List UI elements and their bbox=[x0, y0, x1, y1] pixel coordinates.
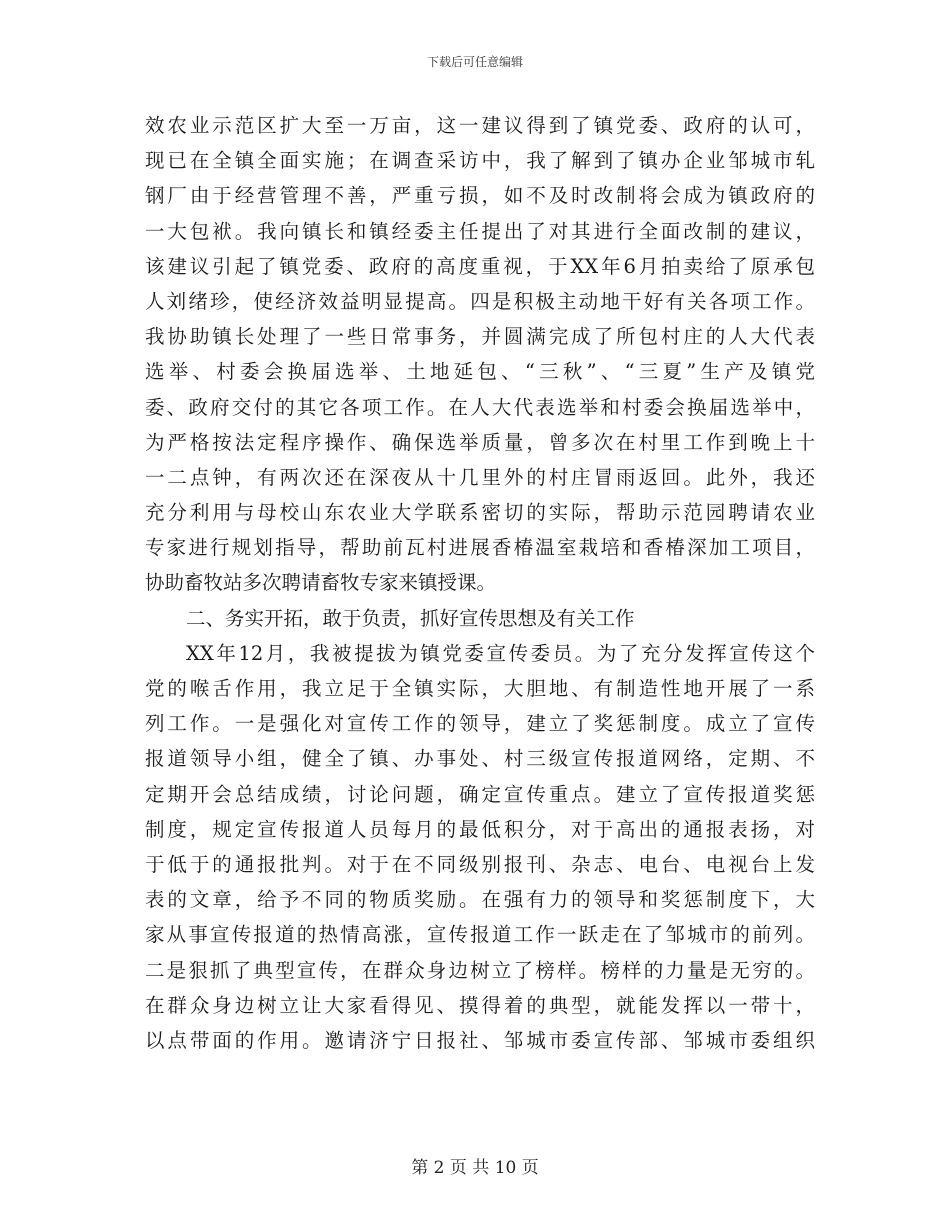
body-line: 协助畜牧站多次聘请畜牧专家来镇授课。 bbox=[145, 571, 497, 595]
document-body bbox=[145, 108, 815, 1058]
body-line: 列工作。一是强化对宣传工作的领导，建立了奖惩制度。成立了宣传 bbox=[145, 712, 815, 736]
body-line: 我协助镇长处理了一些日常事务，并圆满完成了所包村庄的人大代表 bbox=[145, 325, 815, 349]
body-line: 效农业示范区扩大至一万亩，这一建议得到了镇党委、政府的认可， bbox=[145, 114, 815, 137]
body-line: 选举、村委会换届选举、土地延包、“三秋”、“三夏”生产及镇党 bbox=[145, 360, 815, 384]
body-line: 报道领导小组，健全了镇、办事处、村三级宣传报道网络，定期、不 bbox=[145, 747, 815, 771]
body-line: 充分利用与母校山东农业大学联系密切的实际，帮助示范园聘请农业 bbox=[145, 501, 815, 525]
body-line: 在群众身边树立让大家看得见、摸得着的典型，就能发挥以一带十， bbox=[145, 993, 815, 1017]
body-line: 该建议引起了镇党委、政府的高度重视，于XX年6月拍卖给了原承包 bbox=[145, 254, 815, 278]
body-line: 一二点钟，有两次还在深夜从十几里外的村庄冒雨返回。此外，我还 bbox=[145, 465, 815, 489]
body-line: 二是狠抓了典型宣传，在群众身边树立了榜样。榜样的力量是无穷的。 bbox=[145, 958, 815, 982]
section-heading: 二、务实开拓，敢于负责，抓好宣传思想及有关工作 bbox=[186, 606, 635, 630]
body-line: 以点带面的作用。邀请济宁日报社、邹城市委宣传部、邹城市委组织 bbox=[145, 1028, 815, 1052]
body-line: 专家进行规划指导，帮助前瓦村进展香椿温室栽培和香椿深加工项目， bbox=[145, 536, 815, 560]
body-line: 表的文章，给予不同的物质奖励。在强有力的领导和奖惩制度下，大 bbox=[145, 888, 815, 912]
page-number: 第 2 页 共 10 页 bbox=[411, 1158, 539, 1178]
body-line: 制度，规定宣传报道人员每月的最低积分，对于高出的通报表扬，对 bbox=[145, 817, 815, 841]
body-line: 委、政府交付的其它各项工作。在人大代表选举和村委会换届选举中， bbox=[145, 395, 815, 419]
page-header: 下载后可任意编辑 bbox=[426, 55, 523, 69]
body-line: 家从事宣传报道的热情高涨，宣传报道工作一跃走在了邹城市的前列。 bbox=[145, 923, 815, 947]
body-line: 党的喉舌作用，我立足于全镇实际，大胆地、有制造性地开展了一系 bbox=[145, 677, 815, 700]
body-line: 定期开会总结成绩，讨论问题，确定宣传重点。建立了宣传报道奖惩 bbox=[145, 782, 815, 806]
body-line: 为严格按法定程序操作、确保选举质量，曾多次在村里工作到晚上十 bbox=[145, 430, 815, 454]
paragraph-first-line: XX年12月，我被提拔为镇党委宣传委员。为了充分发挥宣传这个 bbox=[186, 641, 815, 665]
body-line: 人刘绪珍，使经济效益明显提高。四是积极主动地干好有关各项工作。 bbox=[145, 289, 815, 313]
body-line: 一大包袱。我向镇长和镇经委主任提出了对其进行全面改制的建议， bbox=[145, 219, 815, 243]
body-line: 钢厂由于经营管理不善，严重亏损，如不及时改制将会成为镇政府的 bbox=[145, 184, 815, 208]
body-line: 现已在全镇全面实施；在调查采访中，我了解到了镇办企业邹城市轧 bbox=[145, 149, 815, 173]
body-line: 于低于的通报批判。对于在不同级别报刊、杂志、电台、电视台上发 bbox=[145, 852, 815, 876]
